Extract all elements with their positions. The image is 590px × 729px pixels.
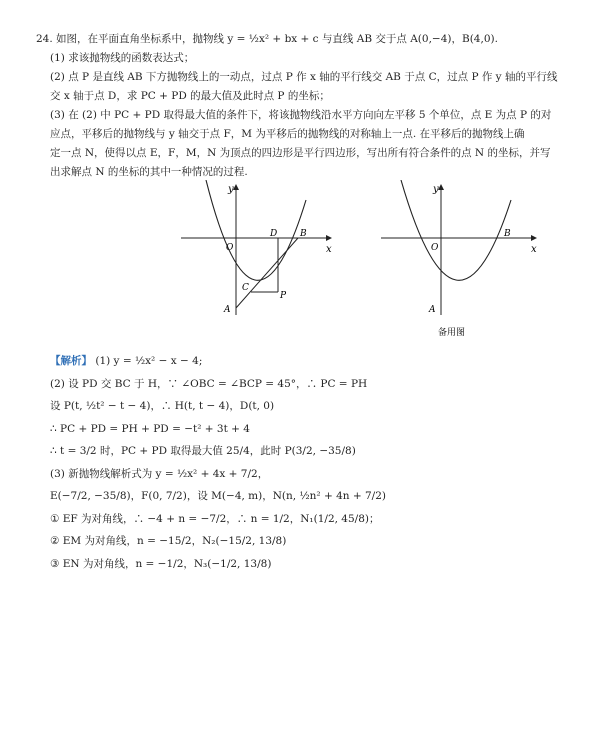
question-line-3: (2) 点 P 是直线 AB 下方抛物线上的一动点，过点 P 作 x 轴的平行线交 AB 于点 C，过点 P 作 y 轴的平行线 [50, 71, 558, 83]
solution-line-10: ③ EN 为对角线，n = −1/2，N₃(−1/2, 13/8) [50, 557, 272, 570]
parabola [401, 180, 511, 280]
label-a: A [224, 305, 231, 315]
solution-text: (1) y = ½x² − x − 4; [95, 355, 203, 367]
figures [36, 180, 556, 340]
solution-line-6: (3) 新抛物线解析式为 y = ½x² + 4x + 7/2， [50, 467, 269, 480]
label-b: B [300, 229, 307, 239]
label-c: C [242, 283, 249, 293]
solution-line-1 [50, 350, 550, 373]
question-line-1 [36, 30, 556, 49]
question-line-7: 定一点 N，使得以点 E，F，M，N 为顶点的四边形是平行四边形，写出所有符合条件的点 N 的坐标，并写 [50, 147, 551, 159]
question-line-8: 出求解点 N 的坐标的其中一种情况的过程. [50, 166, 248, 178]
solution-line-3: 设 P(t, ½t² − t − 4)，∴ H(t, t − 4)，D(t, 0) [50, 400, 275, 412]
label-b: B [504, 229, 511, 239]
question-number: 24. [36, 33, 53, 45]
solution-line-4: ∴ PC + PD = PH + PD = −t² + 3t + 4 [50, 422, 250, 435]
solution-line-8: ① EF 为对角线，∴ −4 + n = −7/2，∴ n = 1/2，N₁(1/2, 45/8)； [50, 512, 380, 525]
question-line-5: (3) 在 (2) 中 PC + PD 取得最大值的条件下，将该抛物线沿水平方向向左平移 5 个单位，点 E 为点 P 的对 [50, 109, 552, 121]
figure-main [176, 180, 376, 320]
label-x: x [531, 244, 537, 255]
solution-line-2: (2) 设 PD 交 BC 于 H，∵ ∠OBC = ∠BCP = 45°，∴ PC = PH [50, 377, 368, 390]
question-line-4: 交 x 轴于点 D，求 PC + PD 的最大值及此时点 P 的坐标； [50, 90, 330, 102]
parabola [206, 180, 306, 280]
label-a: A [429, 305, 436, 315]
question-line-2: (1) 求该抛物线的函数表达式； [50, 52, 195, 64]
label-o: O [226, 243, 234, 253]
label-o: O [431, 243, 439, 253]
solution-line-9: ② EM 为对角线，n = −15/2，N₂(−15/2, 13/8) [50, 535, 287, 547]
solution-tag: 【解析】 [50, 355, 92, 367]
question-text: 如图，在平面直角坐标系中，抛物线 y = ½x² + bx + c 与直线 AB 交于点 A(0,−4)，B(4,0). [56, 33, 498, 45]
label-p: P [280, 291, 287, 301]
label-y: y [433, 184, 439, 195]
solution-block [50, 350, 550, 575]
line-ab [236, 238, 298, 308]
figure-caption: 备用图 [438, 328, 466, 338]
label-x: x [326, 244, 332, 255]
solution-line-5: ∴ t = 3/2 时，PC + PD 取得最大值 25/4，此时 P(3/2, −35/8) [50, 445, 356, 457]
solution-line-7: E(−7/2, −35/8)，F(0, 7/2)，设 M(−4, m)，N(n, ½n² + 4n + 7/2) [50, 490, 386, 502]
label-y: y [228, 184, 234, 195]
question-block [36, 30, 556, 182]
label-d: D [270, 229, 278, 239]
figure-backup [376, 180, 556, 340]
question-line-6: 应点，平移后的抛物线与 y 轴交于点 F，M 为平移后的抛物线的对称轴上一点. 在平移后的抛物线上确 [50, 128, 525, 140]
